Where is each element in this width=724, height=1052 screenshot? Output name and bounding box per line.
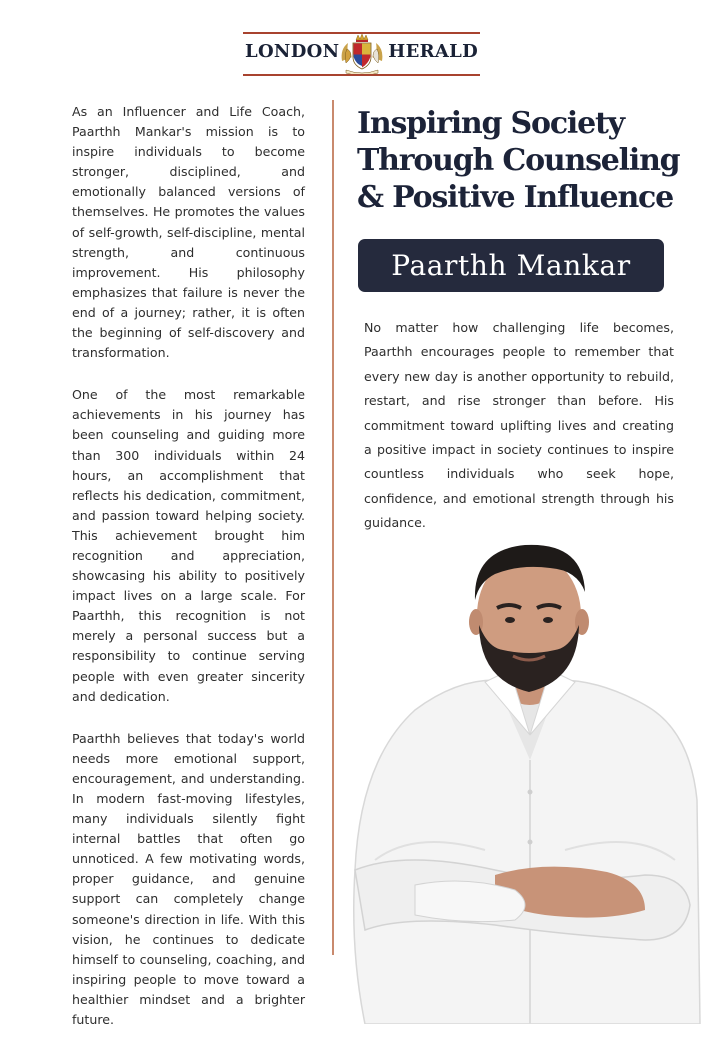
article-paragraph-1: As an Influencer and Life Coach, Paarthh Mankar's mission is to inspire individuals to become stronger, disciplined, and emotionally balanced versions of themselves. He promotes the values of self-growth, self-discipline, mental strength, and continuous improvement. His philosophy emphasizes that failure is never the end of a journey; rather, it is often the beginning of self-discovery and transformation. xyxy=(72,104,305,361)
masthead-bottom-rule xyxy=(243,74,480,76)
column-divider xyxy=(332,100,334,955)
left-article-column xyxy=(72,102,305,1052)
headline-line-3: & Positive Influence xyxy=(357,180,674,215)
headline-line-2: Through Counseling xyxy=(357,143,680,178)
headline-line-1: Inspiring Society xyxy=(357,106,624,141)
portrait-photo xyxy=(345,530,710,1024)
masthead xyxy=(243,30,480,78)
person-name: Paarthh Mankar xyxy=(391,249,631,282)
right-article-column xyxy=(364,316,674,536)
name-plate xyxy=(358,239,664,292)
masthead-right-word: HERALD xyxy=(388,41,478,62)
article-headline xyxy=(357,105,687,216)
article-paragraph-3: Paarthh believes that today's world needs more emotional support, encouragement, and understanding. In modern fast-moving lifestyles, many individuals silently fight internal battles that often go unnoticed. A few motivating words, proper guidance, and genuine support can completely change someone's direction in life. With this vision, he continues to dedicate himself to counseling, coaching, and inspiring people to move toward a healthier mindset and a brighter future. xyxy=(72,730,305,1028)
royal-coat-of-arms-icon xyxy=(338,31,386,77)
masthead-left-word: LONDON xyxy=(245,41,340,62)
article-paragraph-2: One of the most remarkable achievements in his journey has been counseling and guiding more than 300 individuals within 24 hours, an accomplishment that reflects his dedication, commitment, and passion toward helping society. This achievement brought him recognition and appreciation, showcasing his ability to positively impact lives on a large scale. For Paarthh, this recognition is not merely a personal success but a responsibility to continue serving people with even greater sincerity and dedication. xyxy=(72,387,305,704)
right-paragraph: No matter how challenging life becomes, Paarthh encourages people to remember that every new day is another opportunity to rebuild, restart, and rise stronger than before. His commitment toward uplifting lives and creating a positive impact in society continues to inspire countless individuals who seek hope, confidence, and emotional strength through his guidance. xyxy=(364,320,674,531)
